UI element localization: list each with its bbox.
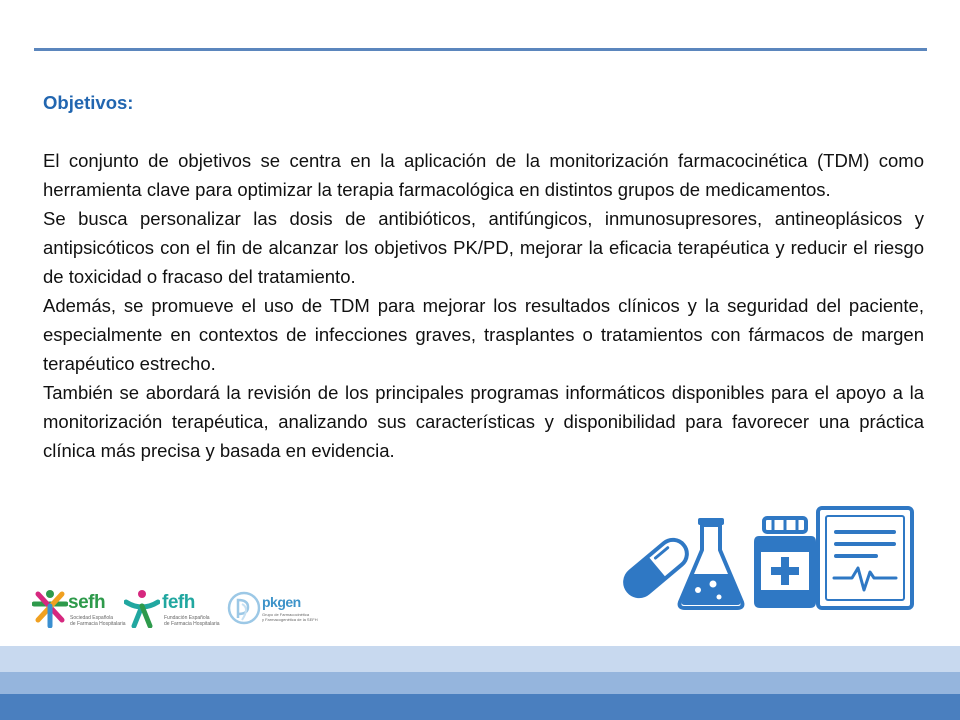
fefh-logo	[124, 586, 229, 630]
footer-band-mid	[0, 672, 960, 694]
sefh-subtitle-line-1: Sociedad Española	[70, 615, 114, 621]
sefh-emblem-icon	[32, 588, 68, 628]
fefh-wordmark: fefh	[162, 592, 195, 613]
footer-logos	[32, 586, 352, 630]
footer-band-dark	[0, 694, 960, 720]
pkgen-wordmark: pkgen	[262, 594, 301, 610]
flask-icon	[680, 518, 743, 608]
objective-paragraph-2: Se busca personalizar las dosis de antibióticos, antifúngicos, inmunosupresores, antineoplásicos y antipsicóticos con el fin de alcanzar los objetivos PK/PD, mejorar la eficacia terapéutica y reducir el riesgo de toxicidad o fracaso del tratamiento.	[43, 208, 924, 287]
sefh-subtitle-line-2: de Farmacia Hospitalaria	[70, 621, 126, 627]
pkgen-subtitle-line-1: Grupo de Farmacocinética	[262, 612, 310, 617]
fefh-subtitle-line-2: de Farmacia Hospitalaria	[164, 621, 220, 627]
medical-icons-group	[618, 506, 918, 612]
top-divider-rule	[34, 48, 927, 51]
objective-paragraph-1: El conjunto de objetivos se centra en la aplicación de la monitorización farmacocinética (TDM) como herramienta clave para optimizar la terapia farmacológica en distintos grupos de medicamentos.	[43, 150, 924, 200]
sefh-logo	[32, 586, 127, 630]
fefh-subtitle-line-1: Fundación Española	[164, 615, 210, 621]
objective-paragraph-3: Además, se promueve el uso de TDM para mejorar los resultados clínicos y la seguridad del paciente, especialmente en contextos de infecciones graves, trasplantes o tratamientos con fármacos de margen terapéutico estrecho.	[43, 295, 924, 374]
fefh-emblem-icon	[124, 588, 160, 628]
pkgen-emblem-icon	[226, 590, 262, 626]
medical-report-icon	[818, 508, 912, 608]
objective-paragraph-4: También se abordará la revisión de los principales programas informáticos disponibles para el apoyo a la monitorización terapéutica, analizando sus características y disponibilidad para favorecer una práctica clínica más precisa y basada en evidencia.	[43, 382, 924, 461]
capsule-icon	[619, 534, 692, 602]
footer-band-light	[0, 646, 960, 672]
medicine-bottle-icon	[754, 518, 816, 608]
pkgen-subtitle-line-2: y Farmacogenética de la SEFH	[262, 617, 318, 622]
slide-content	[43, 88, 924, 465]
sefh-wordmark: sefh	[68, 592, 106, 613]
slide-heading: Objetivos:	[43, 92, 134, 113]
pkgen-logo	[226, 586, 346, 630]
